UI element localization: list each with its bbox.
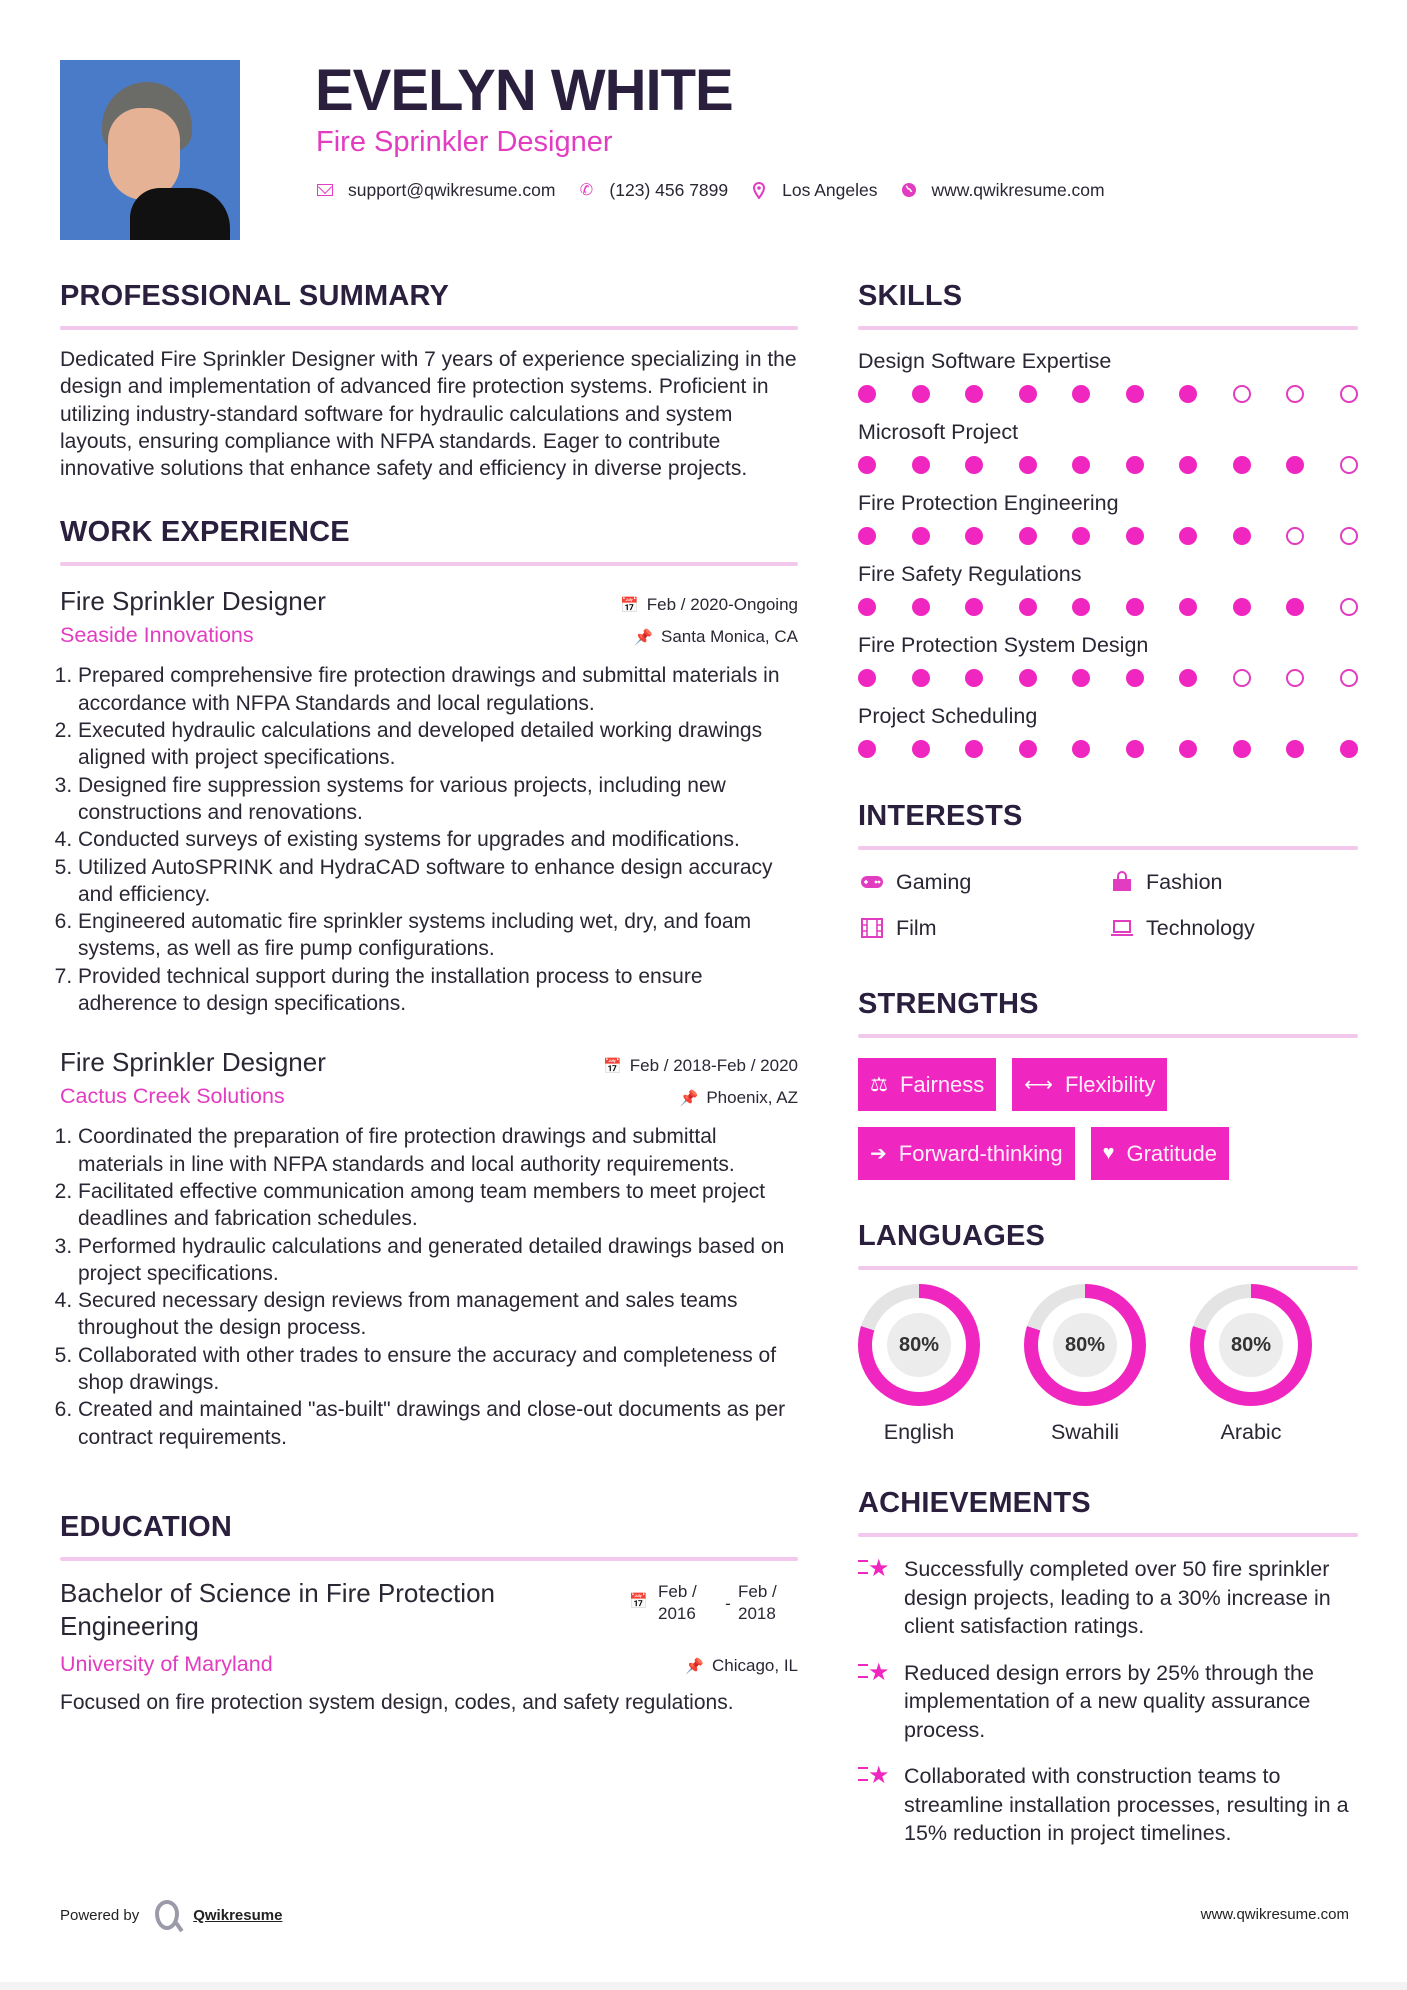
contact-email[interactable] [316, 180, 555, 201]
language-name: Arabic [1220, 1420, 1282, 1444]
rating-dot-filled [1233, 598, 1251, 616]
interest-label: Fashion [1146, 870, 1223, 894]
rating-dot-filled [965, 598, 983, 616]
location-pin-icon [750, 182, 768, 199]
rating-dot-filled [1233, 740, 1251, 758]
interest-label: Gaming [896, 870, 972, 894]
powered-by-label: Powered by [60, 1906, 140, 1924]
interest-label: Film [896, 916, 937, 940]
rating-dot-filled [1233, 456, 1251, 474]
rating-dot-filled [912, 527, 930, 545]
mail-icon [316, 184, 334, 196]
shooting-star-icon: ★ [858, 1659, 904, 1745]
rating-dot-filled [912, 740, 930, 758]
qwikresume-logo-icon [155, 1900, 179, 1930]
duty-item: 3. Performed hydraulic calculations and generated detailed drawings based on project specifications. [78, 1233, 798, 1288]
job-location-text: Santa Monica, CA [660, 627, 798, 647]
job-header-row [60, 1045, 798, 1079]
skill-name: Fire Protection System Design [858, 633, 1149, 657]
contact-phone[interactable] [577, 180, 728, 201]
language-item [1024, 1284, 1190, 1445]
section-divider [858, 326, 1358, 330]
education-description: Focused on fire protection system design, codes, and safety regulations. [60, 1690, 734, 1714]
rating-dot-filled [1126, 456, 1144, 474]
duty-item: 1. Coordinated the preparation of fire protection drawings and submittal materials in line with NFPA standards and local authority requirements. [78, 1123, 798, 1178]
rating-dot-filled [1072, 527, 1090, 545]
rating-dot-filled [1072, 669, 1090, 687]
rating-dot-filled [912, 385, 930, 403]
duty-item: 3. Designed fire suppression systems for various projects, including new constructions and renovations. [78, 772, 798, 827]
duty-item: 6. Engineered automatic fire sprinkler systems including wet, dry, and foam systems, as well as fire pump configurations. [78, 908, 798, 963]
rating-dot-empty [1286, 385, 1304, 403]
rating-dot-filled [1126, 740, 1144, 758]
education-end: Feb / 2018 [738, 1581, 777, 1623]
strength-label: Gratitude [1126, 1140, 1217, 1166]
interest-label: Technology [1146, 916, 1255, 940]
heart-icon: ♥ [1102, 1142, 1115, 1164]
rating-dot-filled [1019, 385, 1037, 403]
section-heading-strengths: STRENGTHS [858, 988, 1039, 1020]
contact-bar [316, 178, 1127, 202]
qwikresume-link[interactable]: Qwikresume [193, 1906, 283, 1924]
languages-section [858, 1216, 1358, 1445]
duty-item: 6. Created and maintained "as-built" drawings and close-out documents as per contract requirements. [78, 1396, 798, 1451]
globe-icon [900, 182, 918, 198]
rating-dot-empty [1340, 385, 1358, 403]
rating-dot-filled [1179, 598, 1197, 616]
shooting-star-icon: ★ [858, 1555, 904, 1641]
rating-dot-empty [1340, 669, 1358, 687]
interest-item [1108, 912, 1358, 944]
degree-title: Bachelor of Science in Fire Protection Engineering [60, 1577, 495, 1641]
strength-label: Forward-thinking [898, 1140, 1063, 1166]
arrow-right-icon: ➔ [870, 1143, 887, 1165]
duty-item: 5. Utilized AutoSPRINK and HydraCAD software to enhance design accuracy and efficiency. [78, 854, 798, 909]
skill-name: Fire Protection Engineering [858, 491, 1119, 515]
rating-dot-filled [912, 669, 930, 687]
interest-item [858, 866, 1108, 898]
calendar-icon: 📅 [629, 1592, 648, 1610]
rating-dot-filled [1072, 740, 1090, 758]
duty-item: 2. Facilitated effective communication among team members to meet project deadlines and fabrication schedules. [78, 1178, 798, 1233]
job-subheader-row [60, 618, 798, 652]
section-divider [60, 1557, 798, 1561]
achievement-item [858, 1555, 1358, 1641]
skill-rating [858, 385, 1358, 403]
skill-name: Design Software Expertise [858, 349, 1112, 373]
gamepad-icon [858, 874, 886, 890]
rating-dot-filled [1179, 456, 1197, 474]
achievement-text: Collaborated with construction teams to streamline installation processes, resulting in a 15% reduction in project timelines. [904, 1764, 1349, 1845]
footer-powered-by [60, 1900, 282, 1930]
section-divider [60, 326, 798, 330]
rating-dot-empty [1340, 527, 1358, 545]
pushpin-icon: 📌 [685, 1657, 704, 1675]
film-icon [858, 918, 886, 938]
contact-location-text: Los Angeles [782, 179, 878, 200]
phone-icon: ✆ [579, 182, 594, 199]
section-divider [858, 1533, 1358, 1537]
contact-location [750, 180, 877, 201]
rating-dot-filled [1126, 669, 1144, 687]
job-duties-list [60, 1123, 798, 1451]
rating-dot-filled [1072, 598, 1090, 616]
rating-dot-filled [858, 598, 876, 616]
job-duties-list [60, 662, 798, 1017]
rating-dot-empty [1340, 456, 1358, 474]
skill-name: Project Scheduling [858, 704, 1038, 728]
skill-item [858, 346, 1358, 403]
strength-chip [858, 1058, 996, 1111]
language-progress-ring [1190, 1284, 1312, 1406]
skills-list [858, 346, 1358, 758]
language-name: English [883, 1420, 955, 1444]
section-heading-languages: LANGUAGES [858, 1220, 1046, 1252]
rating-dot-empty [1340, 598, 1358, 616]
rating-dot-filled [1340, 740, 1358, 758]
duty-item: 7. Provided technical support during the installation process to ensure adherence to design specifications. [78, 963, 798, 1018]
education-start: Feb / 2016 [658, 1581, 697, 1623]
rating-dot-empty [1233, 669, 1251, 687]
section-divider [858, 1266, 1358, 1270]
skill-rating [858, 740, 1358, 758]
language-progress-ring [1024, 1284, 1146, 1406]
skill-rating [858, 456, 1358, 474]
rating-dot-filled [965, 456, 983, 474]
job-dates-text: Feb / 2020-Ongoing [646, 595, 798, 615]
rating-dot-filled [912, 456, 930, 474]
duty-item: 5. Collaborated with other trades to ensure the accuracy and completeness of shop drawings. [78, 1342, 798, 1397]
rating-dot-filled [1019, 669, 1037, 687]
laptop-icon [1108, 919, 1136, 937]
rating-dot-filled [1126, 598, 1144, 616]
footer-website[interactable]: www.qwikresume.com [1200, 1906, 1349, 1923]
language-percent: 80% [1053, 1313, 1117, 1377]
section-divider [858, 846, 1358, 850]
rating-dot-filled [965, 385, 983, 403]
strength-chips [858, 1058, 1358, 1180]
language-name: Swahili [1050, 1420, 1120, 1444]
pushpin-icon: 📌 [634, 629, 653, 647]
rating-dot-filled [965, 669, 983, 687]
rating-dot-filled [1126, 385, 1144, 403]
rating-dot-filled [965, 740, 983, 758]
contact-email-text: support@qwikresume.com [348, 179, 556, 200]
skills-section [858, 276, 1358, 758]
left-column [60, 276, 798, 1716]
skill-name: Fire Safety Regulations [858, 562, 1082, 586]
section-heading-achievements: ACHIEVEMENTS [858, 1487, 1091, 1519]
strength-label: Flexibility [1064, 1071, 1156, 1097]
rating-dot-empty [1233, 385, 1251, 403]
interests-section [858, 796, 1358, 944]
duty-item: 1. Prepared comprehensive fire protection drawings and submittal materials in accordance with NFPA Standards and local regulations. [78, 662, 798, 717]
achievement-text: Reduced design errors by 25% through the implementation of a new quality assurance process. [904, 1660, 1314, 1742]
education-location [685, 1656, 798, 1676]
strength-chip [1091, 1127, 1229, 1180]
interests-grid [858, 866, 1358, 944]
skill-item [858, 417, 1358, 474]
rating-dot-filled [858, 740, 876, 758]
profile-photo [60, 60, 240, 240]
rating-dot-filled [1019, 598, 1037, 616]
rating-dot-filled [1126, 527, 1144, 545]
rating-dot-filled [1286, 740, 1304, 758]
rating-dot-filled [1179, 385, 1197, 403]
job-entry [60, 1045, 798, 1451]
job-dates [620, 595, 798, 615]
job-header-row [60, 584, 798, 618]
achievements-section [858, 1483, 1358, 1848]
achievement-text: Successfully completed over 50 fire sprinkler design projects, leading to a 30% increase in client satisfaction ratings. [904, 1557, 1331, 1638]
calendar-icon: 📅 [603, 1058, 622, 1076]
language-percent: 80% [887, 1313, 951, 1377]
job-entry [60, 584, 798, 1017]
education-location-text: Chicago, IL [712, 1655, 798, 1675]
rating-dot-filled [1179, 740, 1197, 758]
photo-turtleneck [130, 188, 230, 240]
job-location [634, 627, 798, 647]
page-bottom-edge [0, 1982, 1407, 1990]
rating-dot-filled [858, 456, 876, 474]
achievement-item [858, 1659, 1358, 1745]
summary-text: Dedicated Fire Sprinkler Designer with 7 years of experience specializing in the design and implementation of advanced fire protection systems. Proficient in utilizing industry-standard software for hydraulic calculations and system layouts, ensuring compliance with NFPA standards. Eager to contribute innovative solutions that enhance safety and efficiency in diverse projects. [60, 348, 797, 481]
rating-dot-filled [1179, 669, 1197, 687]
section-heading-education: EDUCATION [60, 1510, 233, 1543]
section-heading-interests: INTERESTS [858, 800, 1023, 832]
shopping-bag-icon [1108, 871, 1136, 893]
strength-label: Fairness [899, 1071, 985, 1097]
language-item [858, 1284, 1024, 1445]
achievement-item [858, 1762, 1358, 1848]
section-heading-skills: SKILLS [858, 280, 963, 312]
job-title: Fire Sprinkler Designer [60, 586, 326, 617]
rating-dot-filled [1072, 456, 1090, 474]
rating-dot-filled [1179, 527, 1197, 545]
rating-dot-filled [858, 385, 876, 403]
section-divider [858, 1034, 1358, 1038]
candidate-name: EVELYN WHITE [315, 58, 733, 123]
shooting-star-icon: ★ [858, 1762, 904, 1848]
strengths-section [858, 984, 1358, 1180]
candidate-title: Fire Sprinkler Designer [316, 126, 613, 158]
rating-dot-filled [1019, 740, 1037, 758]
strength-chip [858, 1127, 1075, 1180]
company-name: Cactus Creek Solutions [60, 1084, 285, 1109]
company-name: Seaside Innovations [60, 623, 254, 648]
rating-dot-filled [965, 527, 983, 545]
education-subheader-row [60, 1647, 798, 1681]
duty-item: 4. Conducted surveys of existing systems for upgrades and modifications. [78, 826, 798, 853]
rating-dot-filled [1019, 527, 1037, 545]
language-list [858, 1284, 1358, 1445]
contact-website[interactable] [900, 180, 1105, 201]
skill-rating [858, 598, 1358, 616]
education-header-row [60, 1577, 798, 1643]
right-column [858, 276, 1358, 1848]
date-separator: - [725, 1593, 731, 1613]
job-subheader-row [60, 1079, 798, 1113]
duty-item: 4. Secured necessary design reviews from management and sales teams throughout the design process. [78, 1287, 798, 1342]
skill-rating [858, 669, 1358, 687]
contact-phone-text: (123) 456 7899 [609, 179, 729, 200]
calendar-icon: 📅 [620, 597, 639, 615]
rating-dot-filled [1072, 385, 1090, 403]
job-dates [603, 1056, 798, 1076]
skill-rating [858, 527, 1358, 545]
job-location-text: Phoenix, AZ [706, 1088, 798, 1108]
balance-scale-icon: ⚖ [870, 1074, 888, 1096]
photo-face [108, 108, 180, 200]
section-divider [60, 562, 798, 566]
pushpin-icon: 📌 [679, 1090, 699, 1108]
arrows-horizontal-icon: ⟷ [1024, 1074, 1053, 1096]
rating-dot-filled [1286, 456, 1304, 474]
language-percent: 80% [1219, 1313, 1283, 1377]
language-progress-ring [858, 1284, 980, 1406]
skill-item [858, 630, 1358, 687]
rating-dot-filled [1019, 456, 1037, 474]
school-name: University of Maryland [60, 1651, 273, 1676]
rating-dot-filled [1233, 527, 1251, 545]
interest-item [1108, 866, 1358, 898]
strength-chip [1012, 1058, 1167, 1111]
summary-section [60, 276, 798, 482]
job-title: Fire Sprinkler Designer [60, 1047, 326, 1078]
experience-section [60, 512, 798, 1450]
skill-item [858, 488, 1358, 545]
contact-website-text: www.qwikresume.com [931, 179, 1105, 200]
language-item [1190, 1284, 1356, 1445]
rating-dot-filled [912, 598, 930, 616]
rating-dot-empty [1286, 527, 1304, 545]
skill-item [858, 559, 1358, 616]
job-location [680, 1088, 798, 1108]
interest-item [858, 912, 1108, 944]
skill-item [858, 701, 1358, 758]
education-dates [629, 1581, 798, 1625]
rating-dot-filled [858, 527, 876, 545]
rating-dot-filled [1286, 598, 1304, 616]
job-dates-text: Feb / 2018-Feb / 2020 [629, 1056, 798, 1076]
education-section [60, 1507, 798, 1716]
rating-dot-empty [1286, 669, 1304, 687]
rating-dot-filled [858, 669, 876, 687]
section-heading-summary: PROFESSIONAL SUMMARY [60, 280, 450, 312]
duty-item: 2. Executed hydraulic calculations and developed detailed working drawings aligned with project specifications. [78, 717, 798, 772]
skill-name: Microsoft Project [858, 420, 1019, 444]
section-heading-experience: WORK EXPERIENCE [60, 516, 350, 549]
